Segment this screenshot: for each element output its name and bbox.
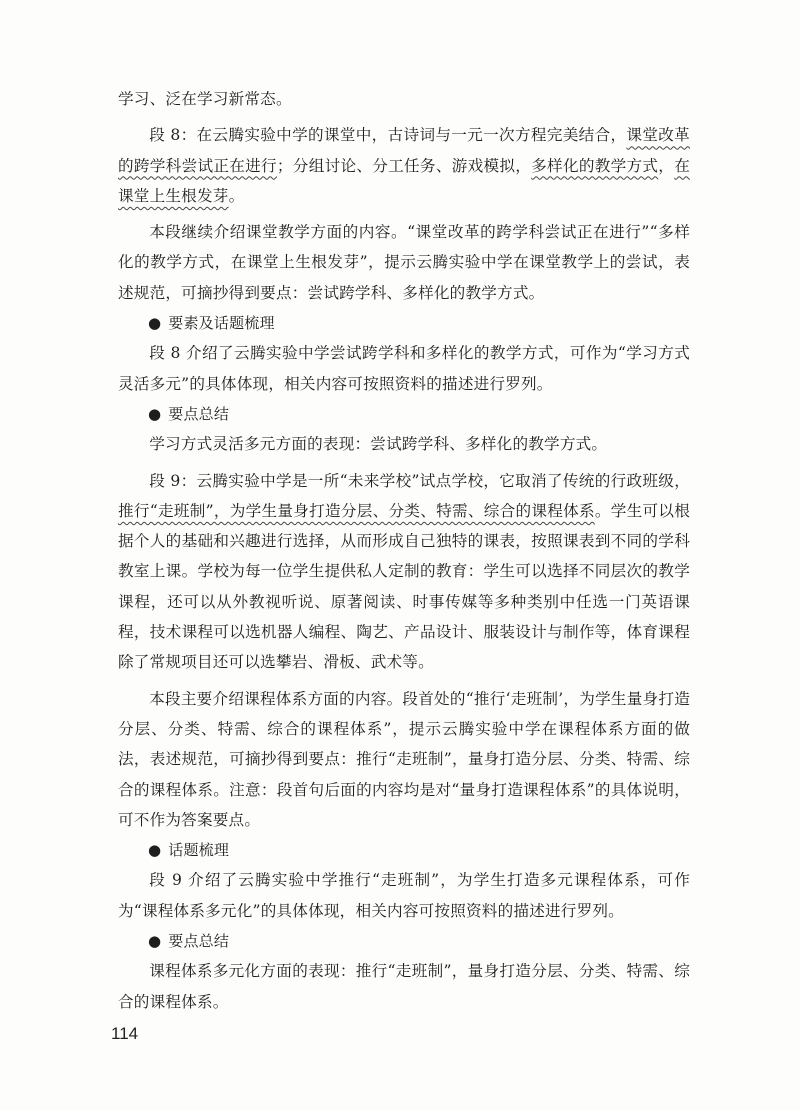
section-heading-summary [118,399,690,429]
paragraph-8 [118,120,690,211]
bullet-icon: ● [148,932,162,951]
para8-underline-1: 课堂改革的跨学科尝试正在进行 [118,126,690,175]
paragraph-9-analysis: 本段主要介绍课程体系方面的内容。段首处的“推行‘走班制’，为学生量身打造分层、分类、特需、综合的课程体系”，提示云腾实验中学在课程体系方面的做法，表述规范，可摘抄得到要点：推行“走班制”，量身打造分层、分类、特需、综合的课程体系。注意：段首句后面的内容均是对“量身打造课程体系”的具体说明，可不作为答案要点。 [118,689,690,829]
page-content [118,84,690,1017]
para8-text-a: 段 8：在云腾实验中学的课堂中，古诗词与一元一次方程完美结合， [149,126,627,145]
para8-underline-3: 在课堂上生根发芽 [118,156,690,205]
para9-underline-1: 推行“走班制”，为学生量身打造分层、分类、特需、综合的课程体系 [118,501,595,520]
paragraph-9 [118,466,690,678]
section-heading-topic [118,835,690,865]
heading-text: 要点总结 [168,404,230,423]
para9-text-b: 。学生可以根据个人的基础和兴趣进行选择，从而形成自己独特的课表，按照课表到不同的学科教室上课。学校为每一位学生提供私人定制的教育：学生可以选择不同层次的教学课程，还可以从外教视听说、原著阅读、时事传媒等多种类别中任选一门英语课程，技术课程可以选机器人编程、陶艺、产品设计、服装设计与制作等，体育课程除了常规项目还可以选攀岩、滑板、武术等。 [118,501,690,672]
continued-line: 学习、泛在学习新常态。 [118,90,292,108]
paragraph-9-summary: 课程体系多元化方面的表现：推行“走班制”，量身打造分层、分类、特需、综合的课程体系。 [118,962,690,1011]
para9-text-a: 段 9：云腾实验中学是一所“未来学校”试点学校，它取消了传统的行政班级， [149,471,690,490]
paragraph-9-topic: 段 9 介绍了云腾实验中学推行“走班制”，为学生打造多元课程体系，可作为“课程体系多元化”的具体体现，相关内容可按照资料的描述进行罗列。 [118,871,690,920]
heading-text: 话题梳理 [168,841,230,860]
bullet-icon: ● [148,841,162,860]
para8-text-b: ；分组讨论、分工任务、游戏模拟， [276,156,532,175]
para8-text-c: ， [658,156,675,175]
section-heading-elements [118,308,690,338]
para8-text-d: 。 [228,186,245,205]
section-heading-summary-2 [118,926,690,956]
page-number: 114 [111,1024,139,1043]
bullet-icon: ● [148,404,162,423]
paragraph-8-summary: 学习方式灵活多元方面的表现：尝试跨学科、多样化的教学方式。 [149,435,608,454]
bullet-icon: ● [148,314,162,333]
para8-underline-2: 多样化的教学方式 [531,156,659,175]
heading-text: 要素及话题梳理 [168,314,275,333]
heading-text: 要点总结 [168,932,230,951]
paragraph-8-topic: 段 8 介绍了云腾实验中学尝试跨学科和多样化的教学方式，可作为“学习方式灵活多元”的具体体现，相关内容可按照资料的描述进行罗列。 [118,344,690,393]
paragraph-8-analysis: 本段继续介绍课堂教学方面的内容。“课堂改革的跨学科尝试正在进行”“多样化的教学方式，在课堂上生根发芽”，提示云腾实验中学在课堂教学上的尝试，表述规范，可摘抄得到要点：尝试跨学科、多样化的教学方式。 [118,223,690,302]
